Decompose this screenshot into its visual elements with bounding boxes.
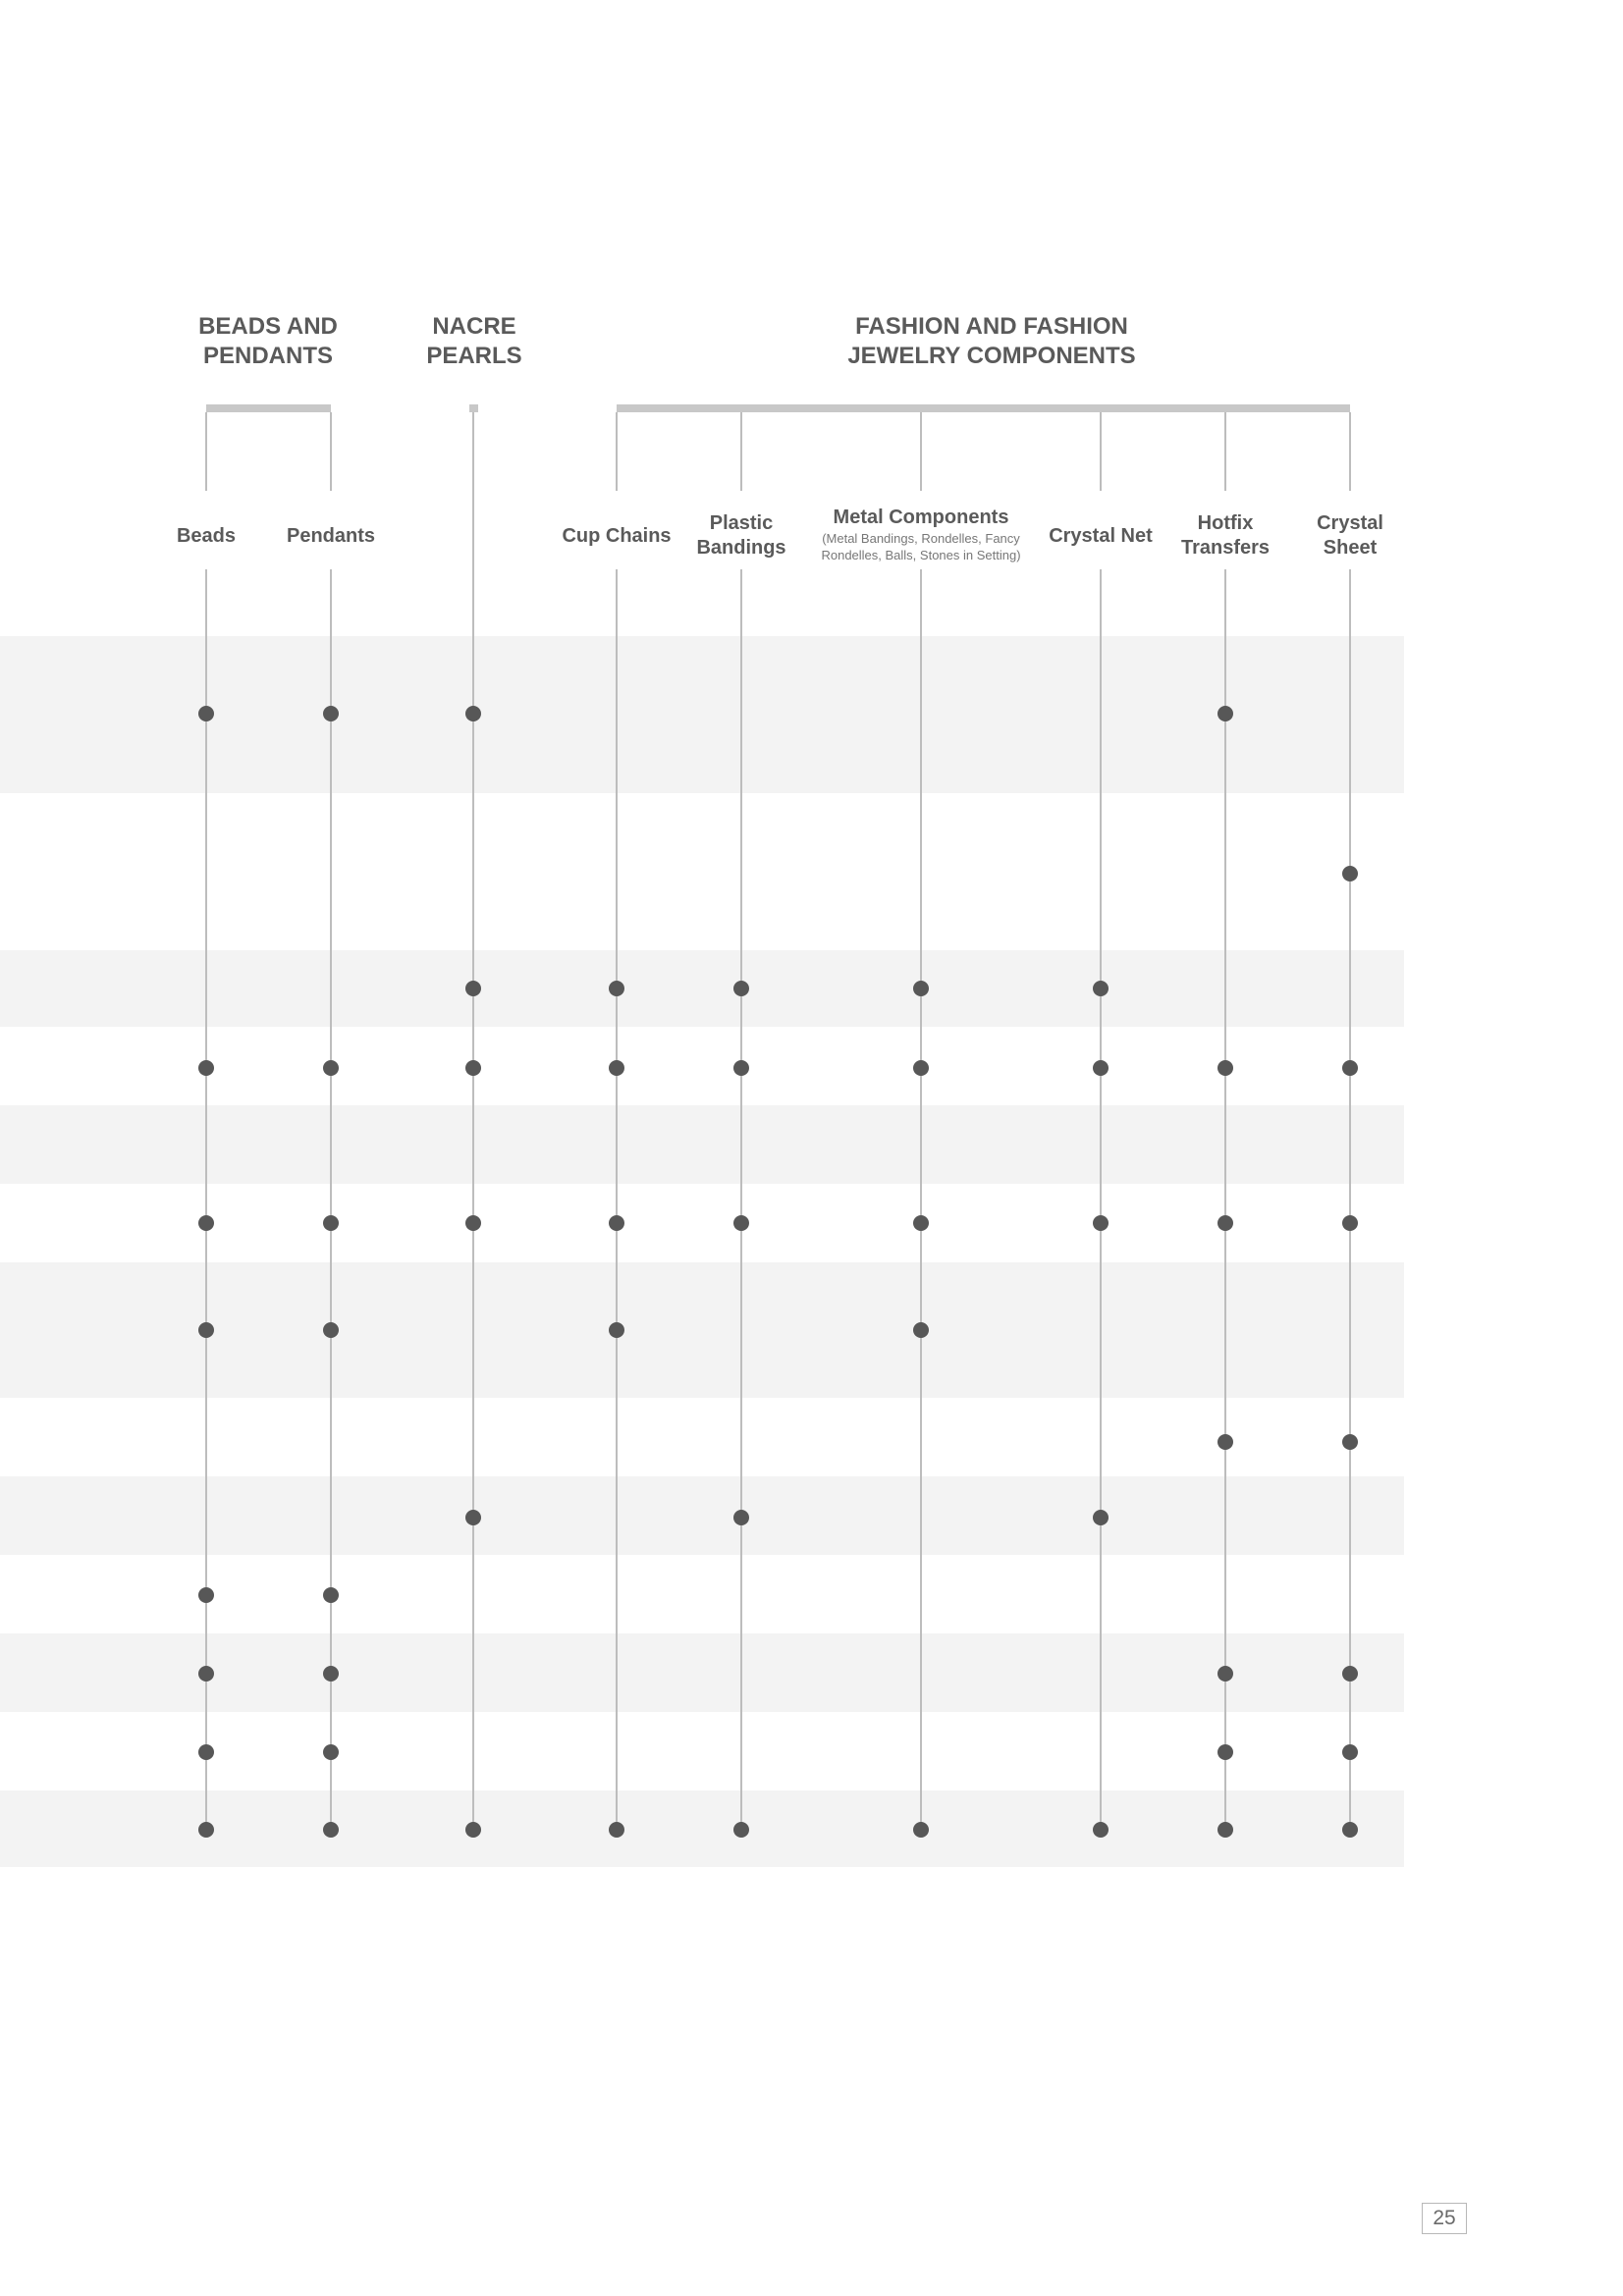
- dot-r12-crystal-sheet: [1342, 1744, 1358, 1760]
- dot-r12-pendants: [323, 1744, 339, 1760]
- dot-r6-nacre: [465, 1215, 481, 1231]
- group-title-beads-and-pendants: BEADS AND PENDANTS: [198, 313, 338, 369]
- dot-r13-metal-components: [913, 1822, 929, 1838]
- dot-r6-hotfix-transfers: [1217, 1215, 1233, 1231]
- group-bar-beads-and-pendants: [206, 404, 331, 412]
- dot-r9-nacre: [465, 1510, 481, 1525]
- dot-r13-crystal-sheet: [1342, 1822, 1358, 1838]
- dot-r6-pendants: [323, 1215, 339, 1231]
- dot-r13-nacre: [465, 1822, 481, 1838]
- group-bar-nacre-pearls: [469, 404, 478, 412]
- dot-r3-metal-components: [913, 981, 929, 996]
- dot-r7-metal-components: [913, 1322, 929, 1338]
- dot-r7-beads: [198, 1322, 214, 1338]
- dot-r11-hotfix-transfers: [1217, 1666, 1233, 1682]
- column-label-plastic-bandings: Plastic Bandings: [696, 512, 786, 559]
- dot-r9-crystal-net: [1093, 1510, 1109, 1525]
- row-band-5: [0, 1105, 1404, 1184]
- dot-r11-pendants: [323, 1666, 339, 1682]
- column-label-cup-chains: Cup Chains: [562, 525, 672, 547]
- dot-r13-pendants: [323, 1822, 339, 1838]
- dot-r12-beads: [198, 1744, 214, 1760]
- dot-r1-pendants: [323, 706, 339, 721]
- dot-r13-crystal-net: [1093, 1822, 1109, 1838]
- group-title-fashion-components: FASHION AND FASHION JEWELRY COMPONENTS: [847, 313, 1136, 369]
- dot-r4-crystal-net: [1093, 1060, 1109, 1076]
- dot-r13-beads: [198, 1822, 214, 1838]
- dot-r8-hotfix-transfers: [1217, 1434, 1233, 1450]
- dot-r6-beads: [198, 1215, 214, 1231]
- dot-r6-cup-chains: [609, 1215, 624, 1231]
- dot-r3-nacre: [465, 981, 481, 996]
- dot-r10-pendants: [323, 1587, 339, 1603]
- column-label-beads: Beads: [176, 525, 237, 547]
- column-sublabel-metal-components: (Metal Bandings, Rondelles, Fancy Rondelles, Balls, Stones in Setting): [821, 531, 1021, 562]
- row-band-3: [0, 950, 1404, 1027]
- column-labels: [177, 507, 1383, 562]
- dot-r2-crystal-sheet: [1342, 866, 1358, 881]
- dot-r10-beads: [198, 1587, 214, 1603]
- dot-r4-nacre: [465, 1060, 481, 1076]
- group-bars: [198, 313, 1350, 412]
- dot-r3-cup-chains: [609, 981, 624, 996]
- group-bar-fashion-components: [617, 404, 1350, 412]
- dot-r4-beads: [198, 1060, 214, 1076]
- row-band-8: [0, 1398, 1404, 1476]
- dot-r1-beads: [198, 706, 214, 721]
- dot-r6-metal-components: [913, 1215, 929, 1231]
- dot-r8-crystal-sheet: [1342, 1434, 1358, 1450]
- row-band-9: [0, 1476, 1404, 1555]
- dot-r1-nacre: [465, 706, 481, 721]
- dot-r4-plastic-bandings: [733, 1060, 749, 1076]
- dot-r11-beads: [198, 1666, 214, 1682]
- dot-r6-plastic-bandings: [733, 1215, 749, 1231]
- dot-r12-hotfix-transfers: [1217, 1744, 1233, 1760]
- column-label-hotfix-transfers: Hotfix Transfers: [1180, 512, 1271, 559]
- dot-r4-cup-chains: [609, 1060, 624, 1076]
- dot-r13-cup-chains: [609, 1822, 624, 1838]
- dot-r4-hotfix-transfers: [1217, 1060, 1233, 1076]
- dot-r7-pendants: [323, 1322, 339, 1338]
- dot-r1-hotfix-transfers: [1217, 706, 1233, 721]
- dot-r7-cup-chains: [609, 1322, 624, 1338]
- dot-r13-plastic-bandings: [733, 1822, 749, 1838]
- dot-r6-crystal-sheet: [1342, 1215, 1358, 1231]
- row-band-2: [0, 793, 1404, 950]
- dot-r13-hotfix-transfers: [1217, 1822, 1233, 1838]
- dot-r3-crystal-net: [1093, 981, 1109, 996]
- dot-r3-plastic-bandings: [733, 981, 749, 996]
- column-label-metal-components: Metal Components: [833, 507, 1009, 528]
- dot-r6-crystal-net: [1093, 1215, 1109, 1231]
- dot-r4-metal-components: [913, 1060, 929, 1076]
- column-label-crystal-sheet: Crystal Sheet: [1317, 512, 1383, 559]
- dot-r9-plastic-bandings: [733, 1510, 749, 1525]
- dot-r11-crystal-sheet: [1342, 1666, 1358, 1682]
- column-label-pendants: Pendants: [286, 525, 376, 547]
- page-number: 25: [1422, 2203, 1467, 2234]
- dot-r4-pendants: [323, 1060, 339, 1076]
- row-bands: [0, 636, 1404, 1867]
- column-label-crystal-net: Crystal Net: [1049, 525, 1153, 547]
- dot-r4-crystal-sheet: [1342, 1060, 1358, 1076]
- group-title-nacre-pearls: NACRE PEARLS: [426, 313, 522, 369]
